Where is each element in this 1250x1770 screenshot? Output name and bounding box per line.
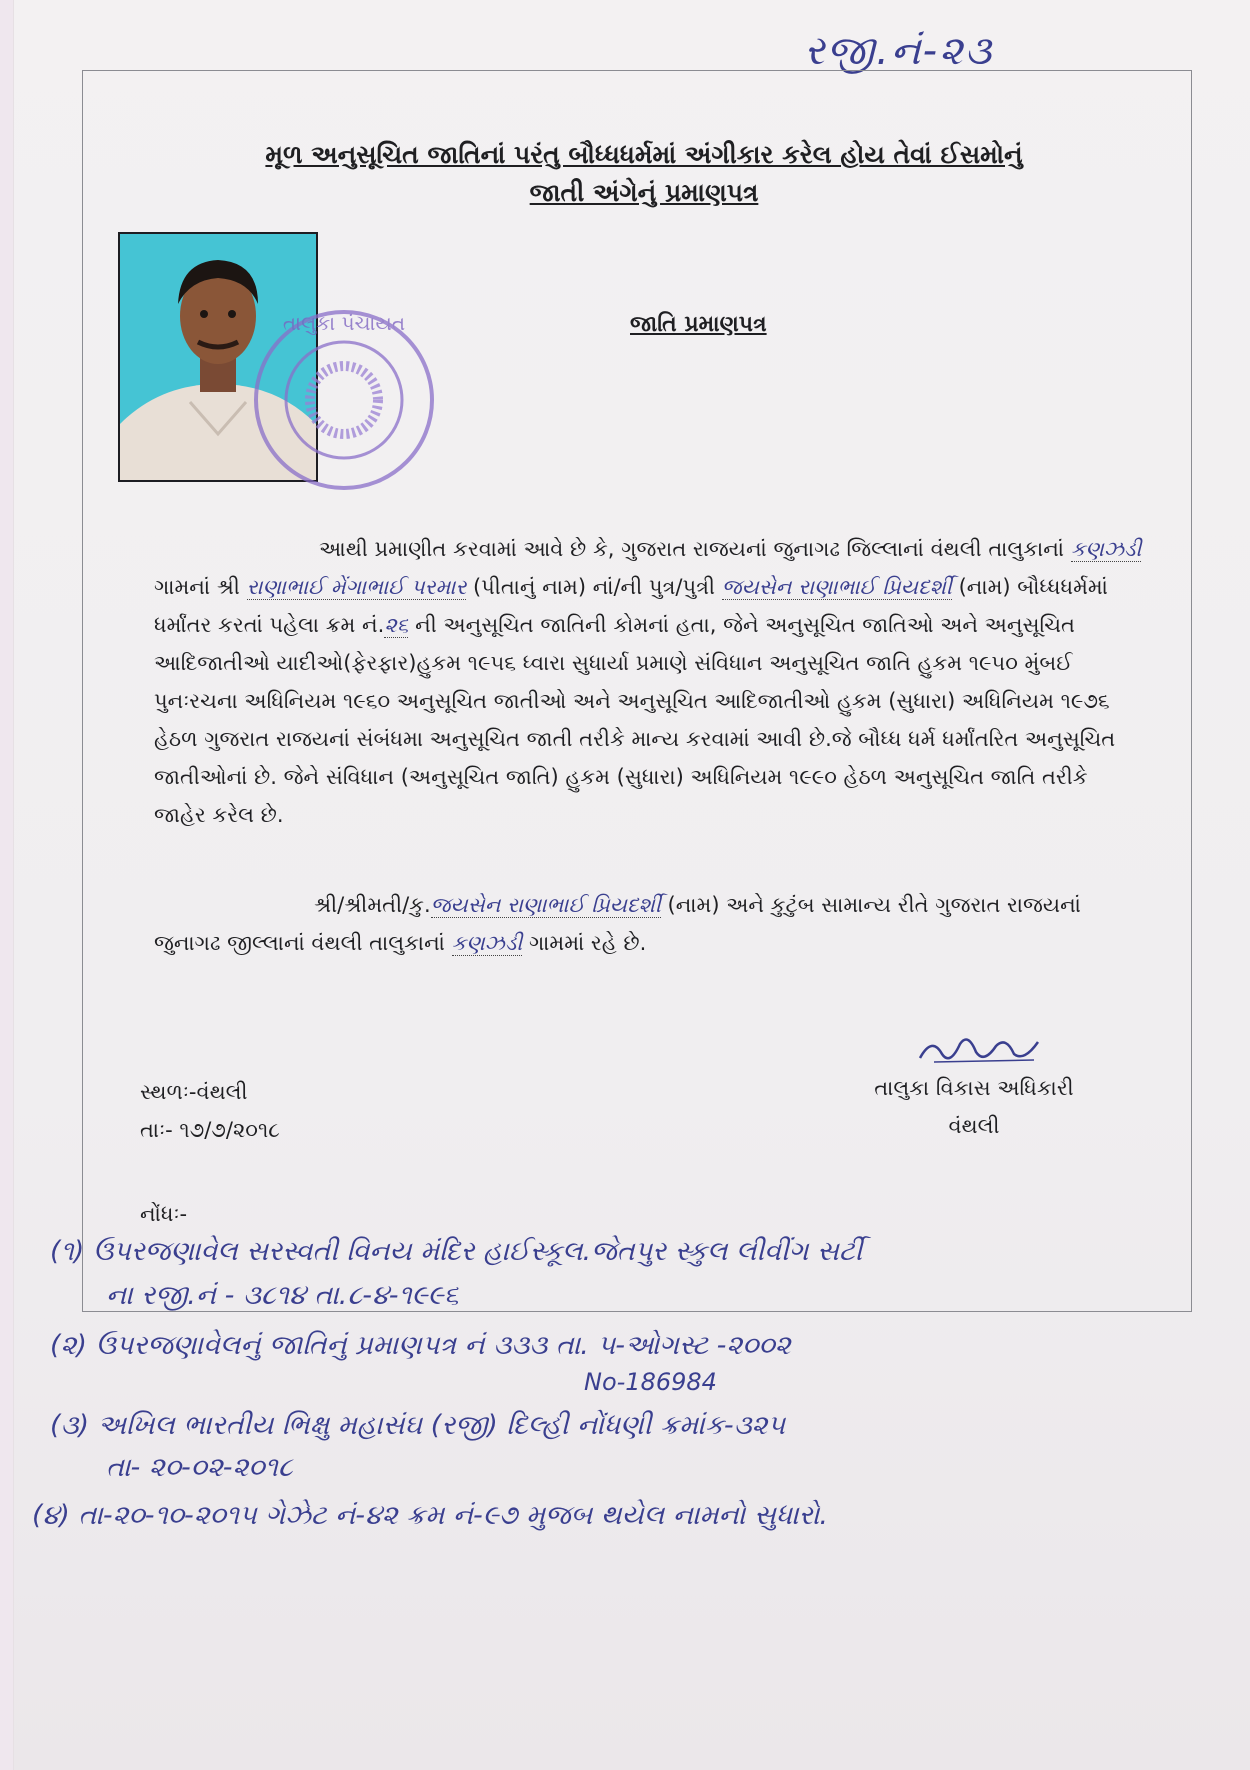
document-paper	[14, 0, 1250, 1770]
serial-number-field: ૨૬	[384, 613, 409, 637]
certificate-title-line2: જાતી અંગેનું પ્રમાણપત્ર	[529, 178, 759, 207]
officer-signature	[914, 1030, 1054, 1070]
para1-text-e: ની અનુસૂચિત જાતિની કોમનાં હતા, જેને અનુસૂચિત જાતિઓ અને અનુસૂચિત આદિજાતીઓ યાદીઓ(ફેરફાર)હુકમ ૧૯૫૬ ધ્વારા સુધાર્યા પ્રમાણે સંવિધાન અનુસૂચિત જાતિ હુકમ ૧૯૫૦ મુંબઈ પુનઃરચના અધિનિયમ ૧૯૬૦ અનુસૂચિત જાતીઓ અને અનુસૂચિત આદિજાતીઓ હુકમ (સુધારા) અધિનિયમ ૧૯૭૬ હેઠળ ગુજરાત રાજયનાં સંબંધમા અનુસૂચિત જાતી તરીકે માન્ય કરવામાં આવી છે.જે બૌધ્ધ ધર્મ ધર્માંતરિત અનુસૂચિત જાતીઓનાં છે. જેને સંવિધાન (અનુસૂચિત જાતિ) હુકમ (સુધારા) અધિનિયમ ૧૯૯૦ હેઠળ અનુસૂચિત જાતિ તરીકે જાહેર કરેલ છે.	[154, 613, 1116, 827]
panchayat-seal-stamp	[244, 300, 444, 500]
father-name-field: રાણાભાઈ મેંગાભાઈ પરમાર	[246, 575, 467, 599]
para2-text-b: (નામ) અને કુટુંબ સામાન્ય રીતે ગુજરાત રાજયનાં જુનાગઢ જીલ્લાનાં વંથલી તાલુકાનાં	[154, 893, 1081, 955]
para1-text-c: (પીતાનું નામ) નાં/ની પુત્ર/પુત્રી	[466, 575, 722, 599]
certificate-paragraph-1	[154, 530, 1144, 834]
issuing-officer-place: વંથલી	[948, 1114, 1000, 1138]
note-3-line-2: તા- ૨૦-૦૨-૨૦૧૮	[106, 1452, 293, 1483]
note-2: (૨) ઉપરજણાવેલનું જાતિનું પ્રમાણપત્ર નં ૩૩૩ તા. ૫-ઓગસ્ટ -૨૦૦૨	[50, 1330, 791, 1361]
note-2-certificate-number: No-186984	[584, 1368, 717, 1396]
person-name-field: જયસેન રાણાભાઈ પ્રિયદર્શી	[721, 575, 952, 599]
para1-text-a: આથી પ્રમાણીત કરવામાં આવે છે કે, ગુજરાત રાજયનાં જુનાગઢ જિલ્લાનાં વંથલી તાલુકાનાં	[319, 537, 1071, 561]
note-1-line-2: ના રજી.નં - ૩૮૧૪ તા.૮-૪-૧૯૯૬	[106, 1280, 459, 1311]
register-number: રજી.નં-૨૩	[804, 28, 994, 74]
note-1-line-1: (૧) ઉપરજણાવેલ સરસ્વતી વિનય મંદિર હાઈસ્કૂલ.જેતપુર સ્કુલ લીવીંગ સર્ટી	[50, 1236, 863, 1267]
para2-text-a: શ્રી/શ્રીમતી/કુ.	[314, 893, 431, 917]
note-3-line-1: (૩) અખિલ ભારતીય ભિક્ષુ મહાસંઘ (રજી) દિલ્હી નોંધણી ક્રમાંક-૩૨૫	[50, 1410, 786, 1441]
resident-name-field: જયસેન રાણાભાઈ પ્રિયદર્શી	[430, 893, 661, 917]
para1-text-d: (નામ) બૌધ્ધધર્મમાં ધર્માંતર કરતાં પહેલા ક્રમ નં.	[154, 575, 1108, 637]
certificate-paragraph-2	[154, 886, 1144, 962]
issue-date: તાઃ- ૧૭/૭/૨૦૧૮	[140, 1118, 280, 1142]
certificate-title-line1: મૂળ અનુસૂચિત જાતિનાં પરંતુ બૌધ્ધધર્મમાં અંગીકાર કરેલ હોય તેવાં ઈસમોનું	[265, 140, 1023, 169]
para1-text-b: ગામનાં શ્રી	[154, 575, 247, 599]
notes-label: નોંધઃ-	[140, 1202, 188, 1226]
note-4: (૪) તા-૨૦-૧૦-૨૦૧૫ ગેઝેટ નં-૪૨ ક્રમ નં-૯૭ મુજબ થયેલ નામનો સુધારો.	[32, 1500, 828, 1531]
village-field: કણઝડી	[1070, 537, 1142, 561]
certificate-subtitle: જાતિ પ્રમાણપત્ર	[630, 312, 767, 337]
issue-place: સ્થળઃ-વંથલી	[140, 1080, 248, 1104]
issuing-officer-title: તાલુકા વિકાસ અધિકારી	[874, 1076, 1074, 1100]
resident-village-field: કણઝડી	[451, 931, 523, 955]
para2-text-c: ગામમાં રહે છે.	[522, 931, 647, 955]
seal-text: તાલુકા પંચાયત	[282, 311, 406, 335]
